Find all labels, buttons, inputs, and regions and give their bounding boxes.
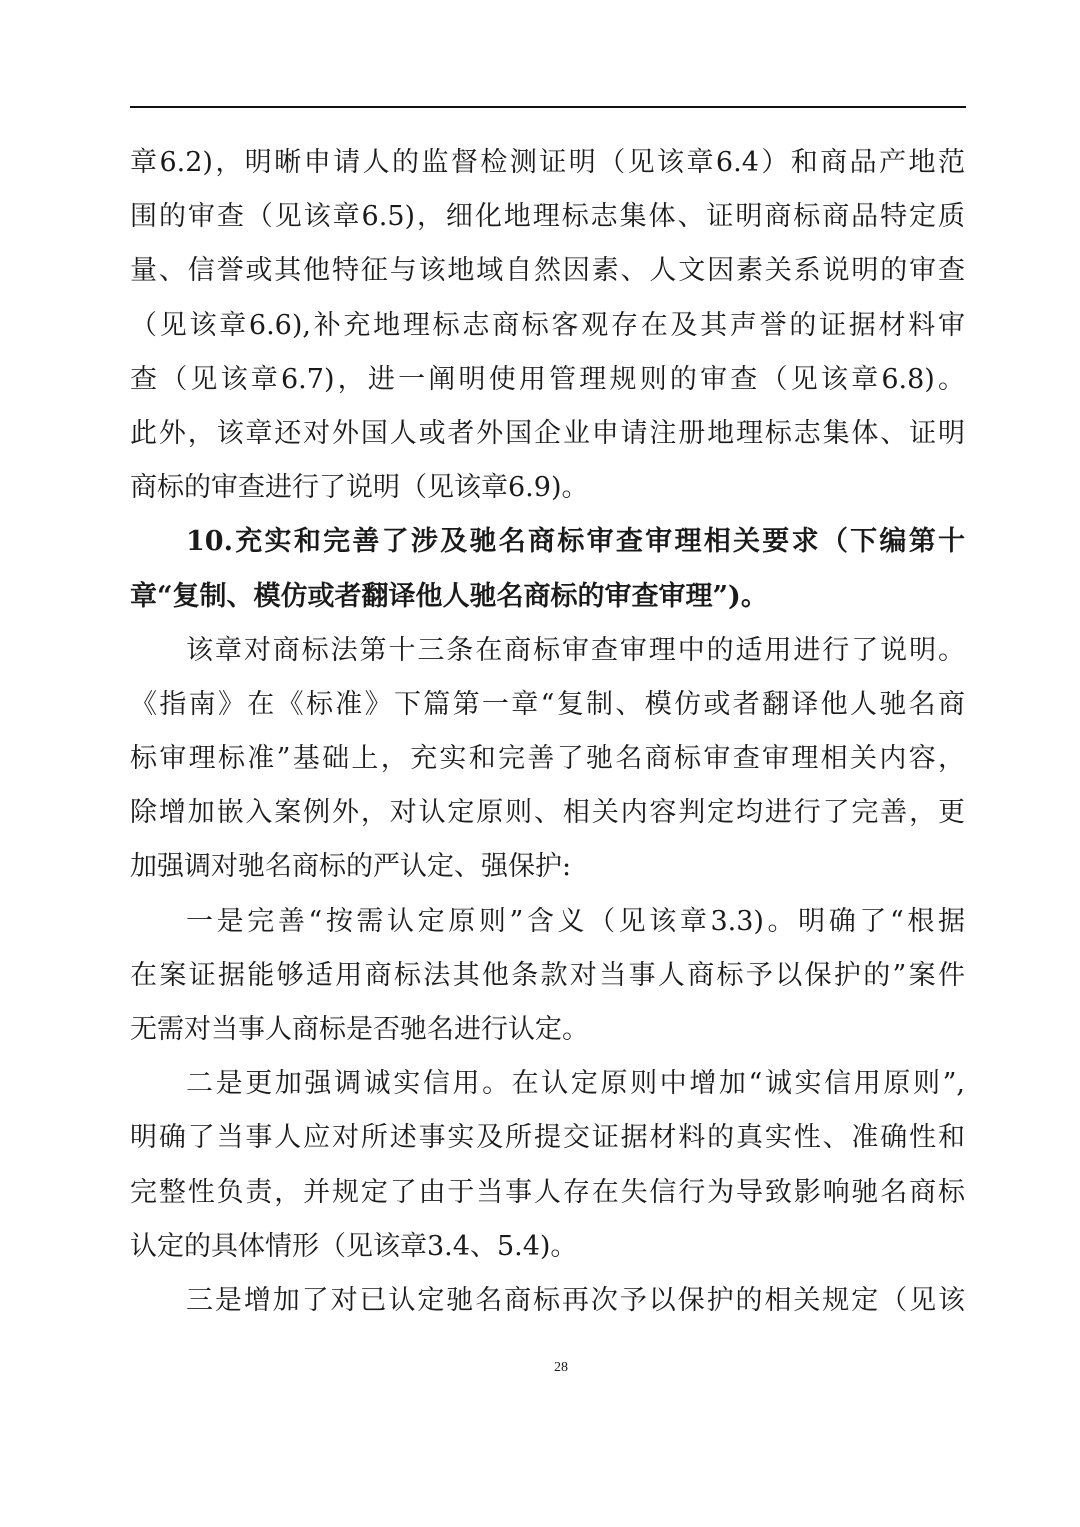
- text-line: 该章对商标法第十三条在商标审查审理中的适用进行了说明。: [186, 634, 965, 666]
- text-line: 量、信誉或其他特征与该地域自然因素、人文因素关系说明的审查: [130, 255, 965, 287]
- section-heading: 10.充实和完善了涉及驰名商标审查审理相关要求（下编第十: [186, 526, 965, 558]
- text-line: 三是增加了对已认定驰名商标再次予以保护的相关规定（见该: [186, 1284, 965, 1316]
- text-line: 章6.2)，明晰申请人的监督检测证明（见该章6.4）和商品产地范: [130, 147, 965, 178]
- document-body: [130, 136, 965, 1328]
- page-number: 28: [554, 1360, 568, 1375]
- text-line: 围的审查（见该章6.5)，细化地理标志集体、证明商标商品特定质: [130, 201, 965, 233]
- text-line: 在案证据能够适用商标法其他条款对当事人商标予以保护的”案件: [130, 959, 965, 991]
- text-line: （见该章6.6),补充地理标志商标客观存在及其声誉的证据材料审: [130, 309, 965, 341]
- text-line: 一是完善“按需认定原则”含义（见该章3.3)。明确了“根据: [186, 905, 965, 937]
- text-line: 明确了当事人应对所述事实及所提交证据材料的真实性、准确性和: [130, 1122, 965, 1154]
- text-line: 认定的具体情形（见该章3.4、5.4)。: [130, 1230, 578, 1262]
- text-line: 《指南》在《标准》下篇第一章“复制、模仿或者翻译他人驰名商: [130, 688, 965, 720]
- section-heading: 章“复制、模仿或者翻译他人驰名商标的审查审理”)。: [130, 580, 768, 612]
- text-line: 查（见该章6.7)，进一阐明使用管理规则的审查（见该章6.8)。: [130, 363, 965, 395]
- text-line: 完整性负责，并规定了由于当事人存在失信行为导致影响驰名商标: [130, 1176, 965, 1208]
- text-line: 标审理标准”基础上，充实和完善了驰名商标审查审理相关内容，: [130, 743, 965, 775]
- text-line: 二是更加强调诚实信用。在认定原则中增加“诚实信用原则”,: [186, 1068, 965, 1100]
- text-line: 此外，该章还对外国人或者外国企业申请注册地理标志集体、证明: [130, 417, 965, 449]
- text-line: 商标的审查进行了说明（见该章6.9)。: [130, 472, 589, 504]
- text-line: 无需对当事人商标是否驰名进行认定。: [130, 1014, 589, 1045]
- header-rule: [130, 106, 966, 108]
- text-line: 加强调对驰名商标的严认定、强保护:: [130, 851, 572, 883]
- text-line: 除增加嵌入案例外，对认定原则、相关内容判定均进行了完善，更: [130, 797, 965, 829]
